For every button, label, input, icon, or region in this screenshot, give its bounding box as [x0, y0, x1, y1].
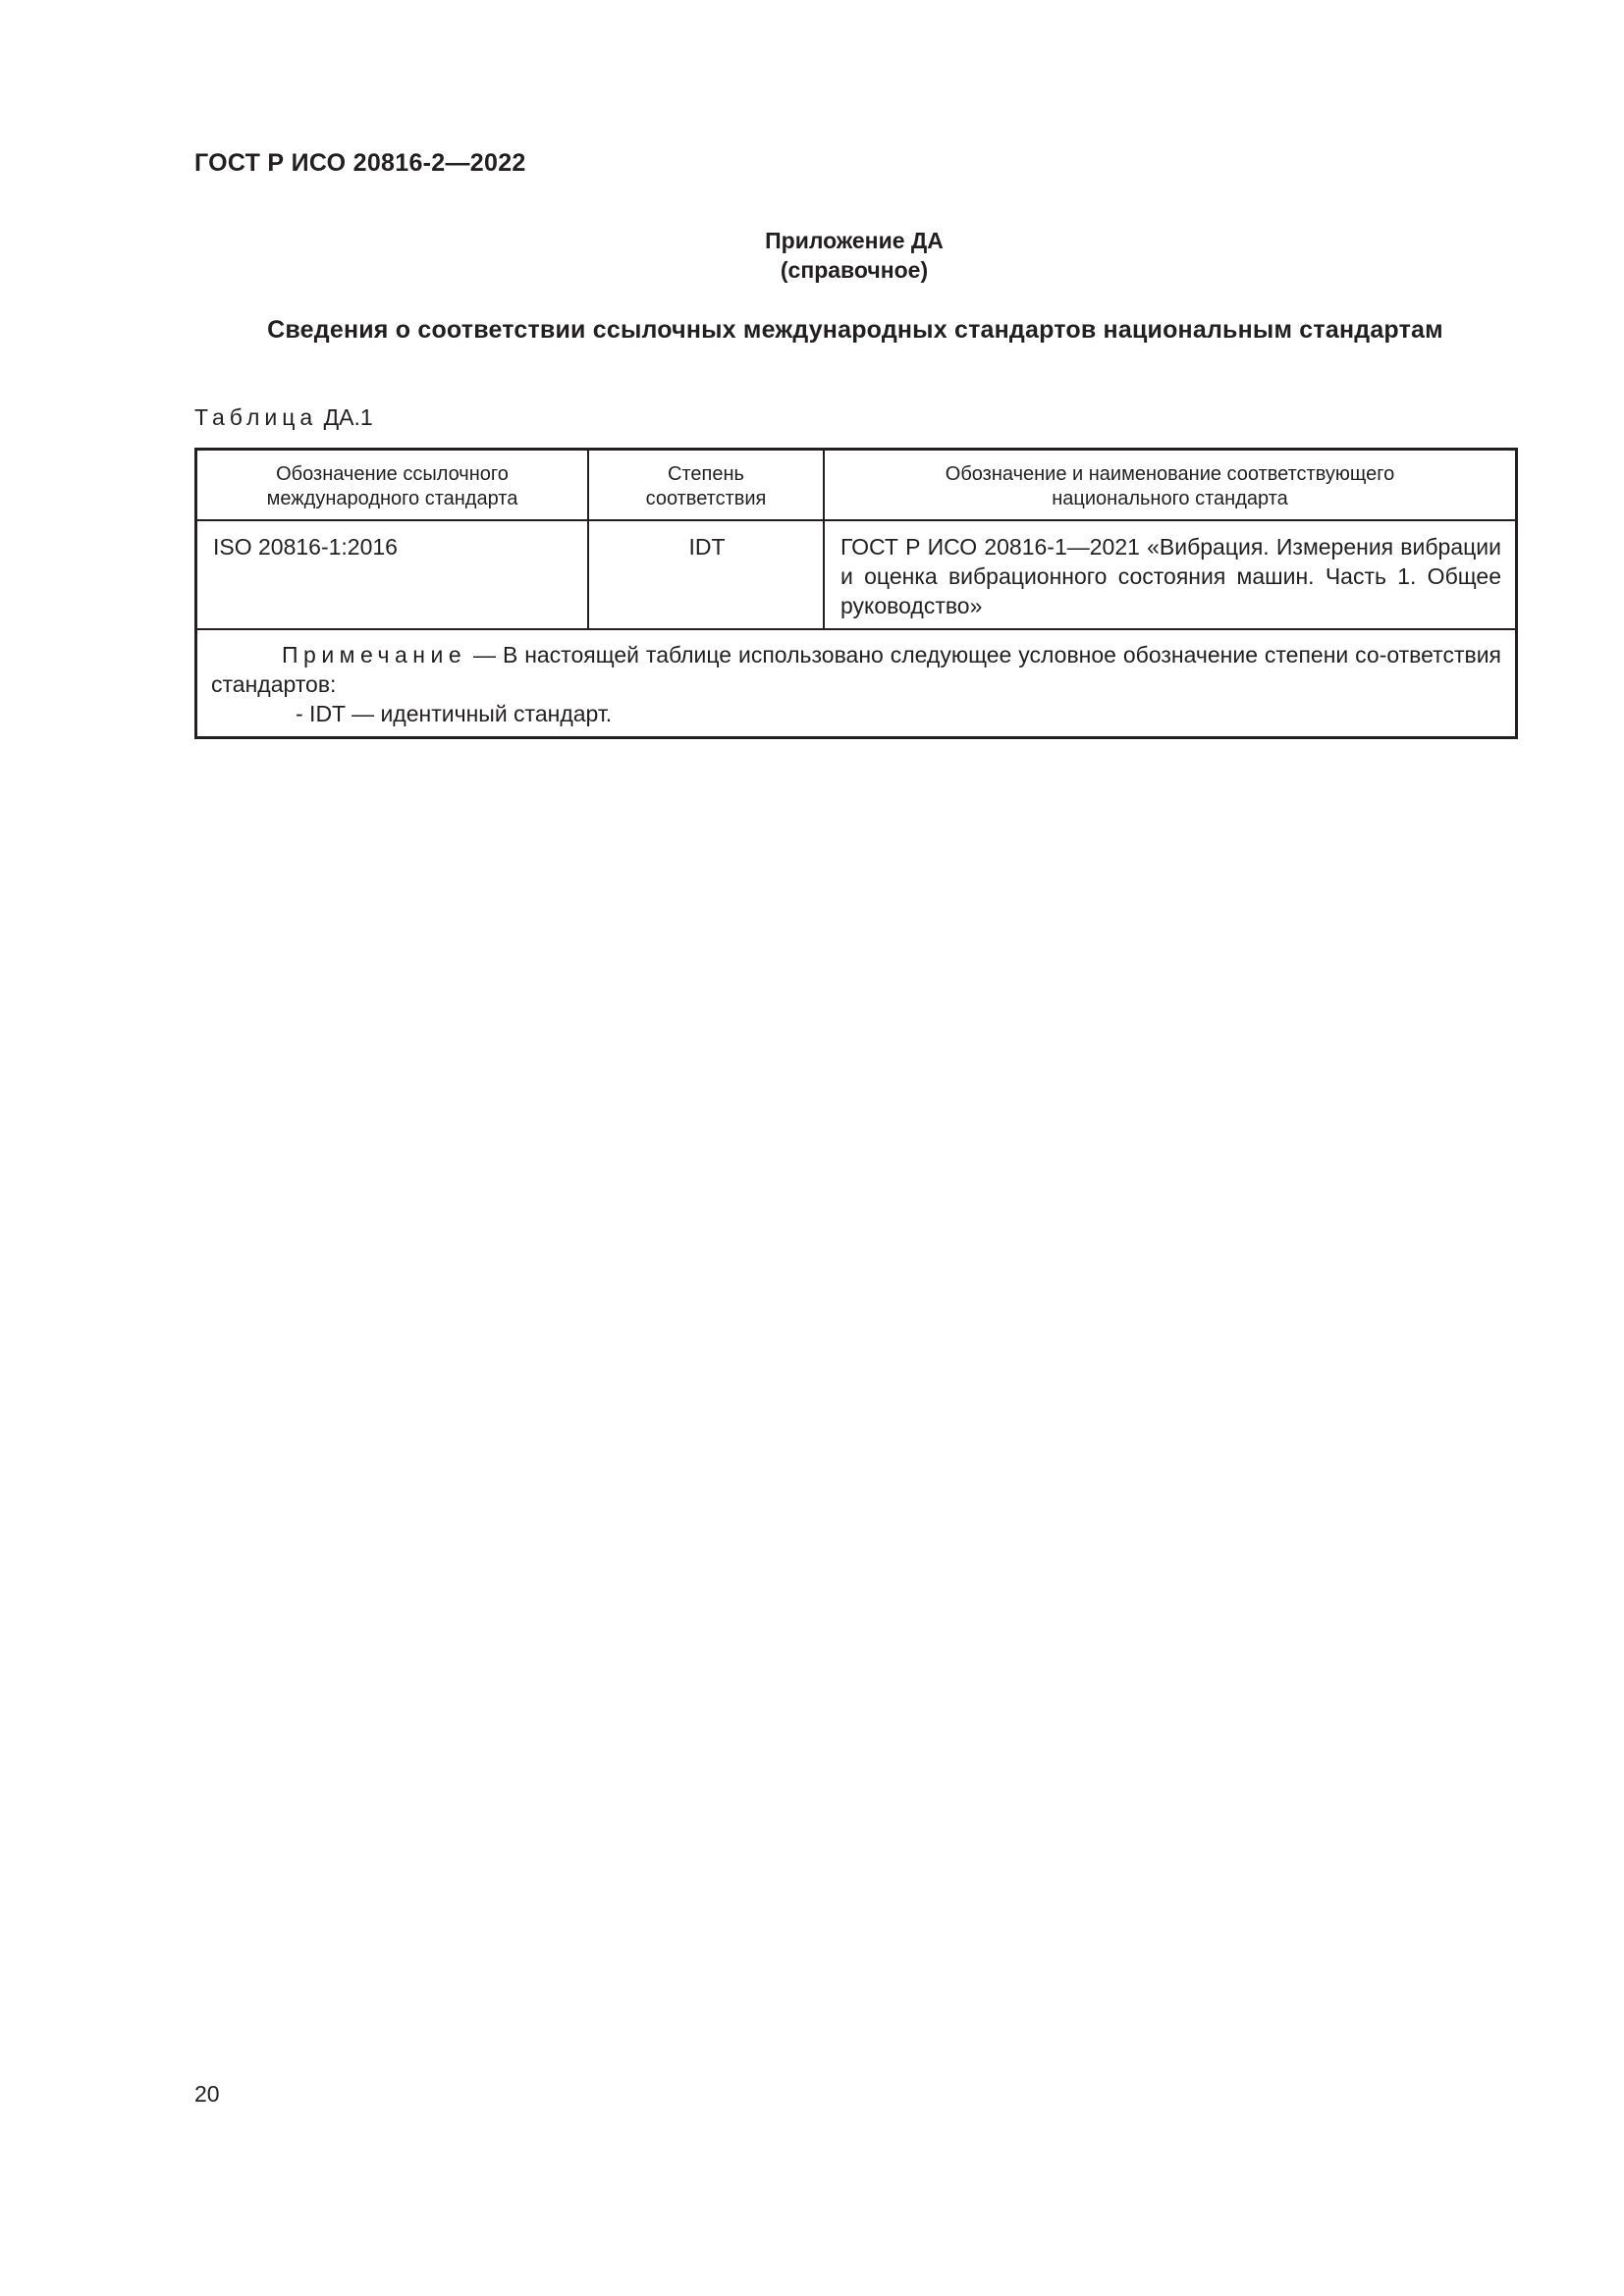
- column-header-national: [824, 450, 1517, 521]
- column-header-line: Обозначение и наименование соответствующего: [945, 463, 1395, 485]
- table-header-row: [196, 450, 1517, 521]
- column-header-international: [196, 450, 589, 521]
- table-note: [196, 629, 1517, 738]
- annex-title: Приложение ДА: [765, 228, 944, 253]
- column-header-line: Обозначение ссылочного: [276, 463, 509, 485]
- cell-national-standard: ГОСТ Р ИСО 20816-1—2021 «Вибрация. Измерения вибрации и оценка вибрационного состояния машин. Часть 1. Общее руководство»: [824, 520, 1517, 629]
- note-list-item: - IDT — идентичный стандарт.: [296, 701, 613, 726]
- reference-table: [194, 448, 1518, 739]
- document-code: ГОСТ Р ИСО 20816-2—2022: [194, 149, 526, 177]
- annex-heading: [0, 226, 1624, 285]
- cell-degree: IDT: [588, 520, 824, 629]
- column-header-line: Степень: [668, 463, 744, 485]
- note-dash: —: [473, 642, 497, 667]
- table-caption: [194, 404, 373, 431]
- column-header-degree: [588, 450, 824, 521]
- table-row: [196, 520, 1517, 629]
- table-caption-number: ДА.1: [323, 404, 373, 430]
- note-label: Примечание: [282, 642, 467, 667]
- table-caption-label: Таблица: [194, 404, 318, 430]
- table-note-row: [196, 629, 1517, 738]
- column-header-line: международного стандарта: [266, 488, 518, 509]
- column-header-line: соответствия: [645, 488, 767, 509]
- note-paragraph: [211, 640, 1501, 699]
- column-header-line: национального стандарта: [1052, 488, 1288, 509]
- page-number: 20: [194, 2081, 220, 2107]
- cell-international-standard: ISO 20816-1:2016: [196, 520, 589, 629]
- section-title: Сведения о соответствии ссылочных международных стандартов национальным стандартам: [267, 316, 1443, 344]
- note-text: В настоящей таблице использовано следующее условное обозначение степени со-ответствия стандартов:: [211, 642, 1502, 697]
- annex-type: (справочное): [780, 257, 929, 283]
